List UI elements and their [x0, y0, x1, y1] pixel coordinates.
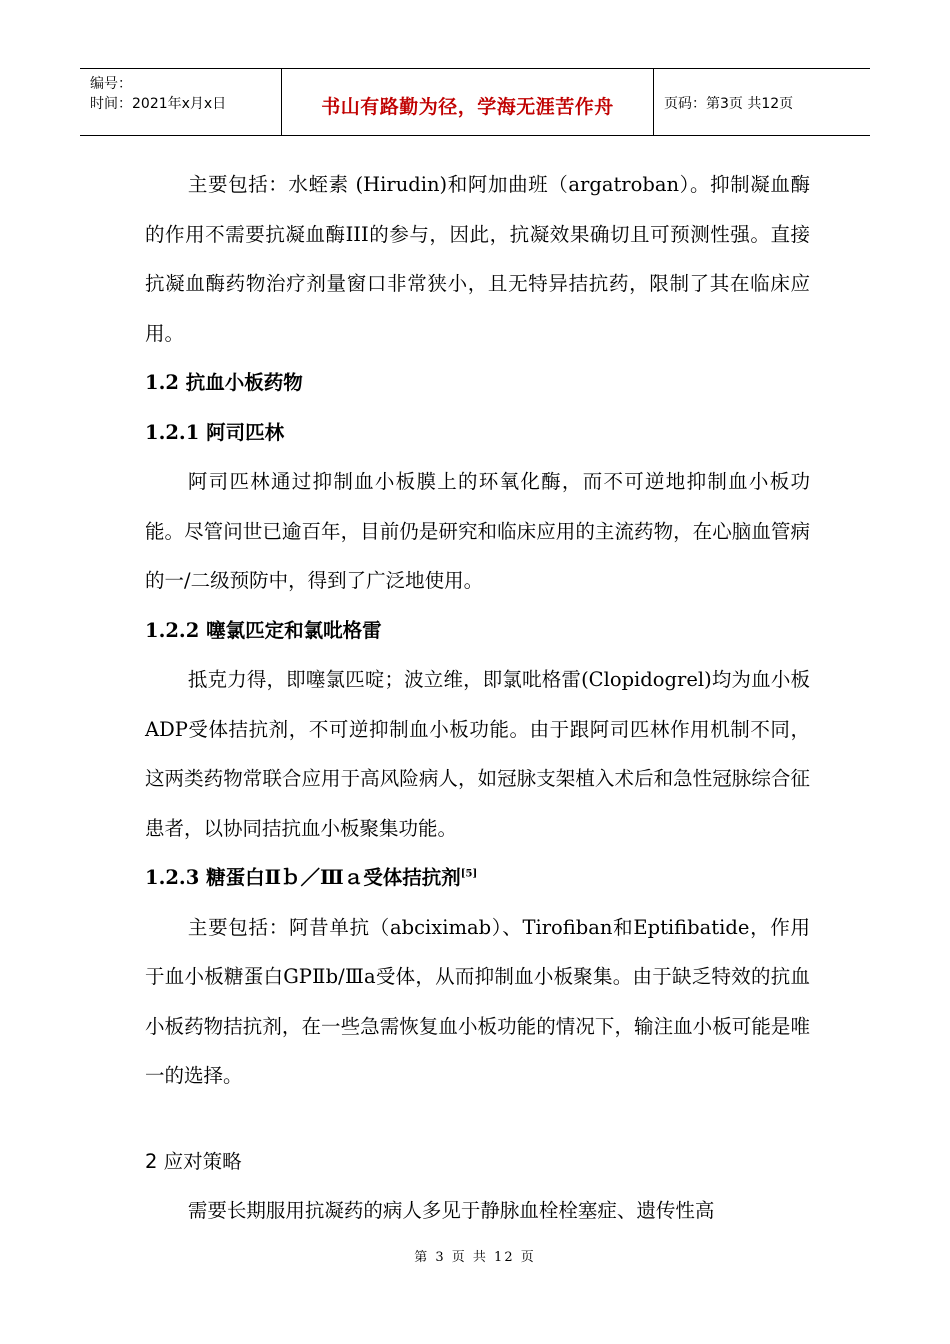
header-page-cell — [654, 69, 870, 135]
paragraph-gp-iib-iiia: 主要包括：阿昔单抗（abciximab）、Tirofiban和Eptifibatide，作用于血小板糖蛋白GPⅡb/Ⅲa受体，从而抑制血小板聚集。由于缺乏特效的抗血小板药物拮抗剂，在一些急需恢复血小板功能的情况下，输注血小板可能是唯一的选择。 — [145, 915, 810, 1087]
heading-antiplatelet-drugs: 1.2 抗血小板药物 — [145, 371, 303, 394]
header-page-info: 页码：第3页 共12页 — [664, 96, 794, 112]
paragraph-direct-thrombin-inhibitors: 主要包括：水蛭素 (Hirudin)和阿加曲班（argatroban）。抑制凝血酶的作用不需要抗凝血酶III的参与，因此，抗凝效果确切且可预测性强。直接抗凝血酶药物治疗剂量窗口非常狭小，且无特异拮抗药，限制了其在临床应用。 — [145, 173, 810, 345]
document-number-label: 编号： — [90, 76, 132, 92]
heading-gp-iib-iiia-antagonists — [145, 853, 810, 903]
reference-citation: [5] — [460, 868, 478, 880]
document-body — [145, 160, 810, 1236]
header-motto-cell — [282, 69, 654, 135]
header-motto: 书山有路勤为径，学海无涯苦作舟 — [321, 96, 614, 118]
document-header — [80, 68, 870, 136]
paragraph-aspirin: 阿司匹林通过抑制血小板膜上的环氧化酶，而不可逆地抑制血小板功能。尽管问世已逾百年，目前仍是研究和临床应用的主流药物，在心脑血管病的一/二级预防中，得到了广泛地使用。 — [145, 470, 810, 592]
page-footer: 第 3 页 共 12 页 — [414, 1250, 536, 1265]
header-meta-cell — [80, 69, 282, 135]
heading-coping-strategies: 2 应对策略 — [145, 1149, 242, 1173]
heading-aspirin: 1.2.1 阿司匹林 — [145, 420, 285, 444]
heading-ticlopidine-clopidogrel: 1.2.2 噻氯匹定和氯吡格雷 — [145, 618, 382, 642]
heading-gp-text: 1.2.3 糖蛋白Ⅱｂ／Ⅲａ受体拮抗剂 — [145, 866, 461, 889]
document-date-label: 时间：2021年x月x日 — [90, 96, 227, 112]
paragraph-coping-strategies: 需要长期服用抗凝药的病人多见于静脉血栓栓塞症、遗传性高 — [187, 1199, 715, 1222]
paragraph-ticlopidine-clopidogrel: 抵克力得，即噻氯匹啶；波立维，即氯吡格雷(Clopidogrel)均为血小板ADP受体拮抗剂，不可逆抑制血小板功能。由于跟阿司匹林作用机制不同，这两类药物常联合应用于高风险病人，如冠脉支架植入术后和急性冠脉综合征患者，以协同拮抗血小板聚集功能。 — [145, 668, 810, 840]
